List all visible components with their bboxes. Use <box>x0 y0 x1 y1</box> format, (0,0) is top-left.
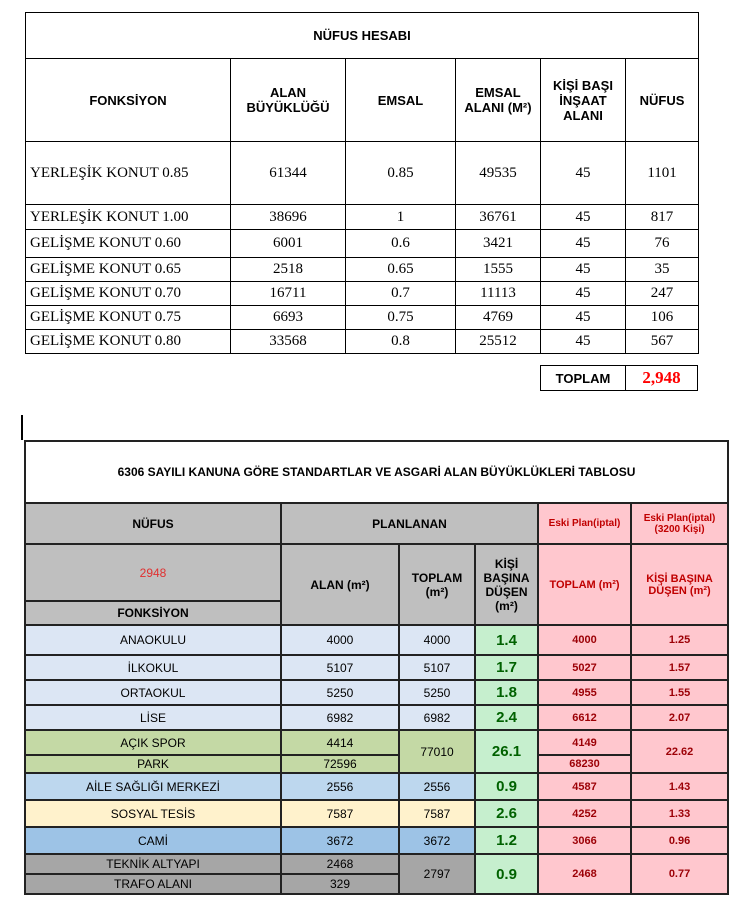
cell-value: 6693 <box>231 306 346 330</box>
area-value: 6982 <box>281 705 399 730</box>
column-header: EMSAL ALANI (M²) <box>456 59 541 142</box>
header-fonksiyon: FONKSİYON <box>25 601 281 625</box>
cell-value: 0.65 <box>346 258 456 282</box>
old-total-value: 4587 <box>538 773 631 800</box>
area-value: 2556 <box>281 773 399 800</box>
old-per-person-value: 1.25 <box>631 625 728 655</box>
area-value: 5250 <box>281 680 399 705</box>
cell-value: 0.8 <box>346 330 456 354</box>
standards-table-title: 6306 SAYILI KANUNA GÖRE STANDARTLAR VE ASGARİ ALAN BÜYÜKLÜKLERİ TABLOSU <box>25 441 728 503</box>
old-per-person-value: 1.55 <box>631 680 728 705</box>
table-row <box>25 773 728 800</box>
per-person-value: 2.6 <box>475 800 538 827</box>
cell-value: 6001 <box>231 230 346 258</box>
old-per-person-value: 0.96 <box>631 827 728 854</box>
total-label: TOPLAM <box>541 366 626 391</box>
total-value: 3672 <box>399 827 475 854</box>
cell-value: 3421 <box>456 230 541 258</box>
cell-value: 817 <box>626 205 699 230</box>
per-person-value: 1.4 <box>475 625 538 655</box>
old-total-value: 4000 <box>538 625 631 655</box>
cell-value: 4769 <box>456 306 541 330</box>
cell-value: 61344 <box>231 142 346 205</box>
cell-value: 1555 <box>456 258 541 282</box>
table-row <box>26 205 699 230</box>
column-header: FONKSİYON <box>26 59 231 142</box>
per-person-value: 0.9 <box>475 773 538 800</box>
old-per-person-value: 1.43 <box>631 773 728 800</box>
function-name: GELİŞME KONUT 0.75 <box>26 306 231 330</box>
old-per-person-value: 22.62 <box>631 730 728 773</box>
table-row <box>26 282 699 306</box>
cell-value: 16711 <box>231 282 346 306</box>
per-person-value: 1.7 <box>475 655 538 680</box>
cell-value: 49535 <box>456 142 541 205</box>
column-header: ALAN BÜYÜKLÜĞÜ <box>231 59 346 142</box>
standards-table <box>24 440 729 895</box>
cell-value: 2518 <box>231 258 346 282</box>
table-row <box>25 854 728 874</box>
function-name: ORTAOKUL <box>25 680 281 705</box>
header-alan: ALAN (m²) <box>281 544 399 625</box>
cell-value: 1101 <box>626 142 699 205</box>
cell-value: 45 <box>541 142 626 205</box>
header-eski-kisi: KİŞİ BAŞINA DÜŞEN (m²) <box>631 544 728 625</box>
area-value: 5107 <box>281 655 399 680</box>
function-name: GELİŞME KONUT 0.80 <box>26 330 231 354</box>
population-value: 2948 <box>25 544 281 601</box>
cell-value: 38696 <box>231 205 346 230</box>
cell-value: 45 <box>541 230 626 258</box>
table-row <box>25 625 728 655</box>
population-table <box>25 12 699 354</box>
old-per-person-value: 2.07 <box>631 705 728 730</box>
total-value: 6982 <box>399 705 475 730</box>
cell-value: 0.75 <box>346 306 456 330</box>
old-per-person-value: 1.33 <box>631 800 728 827</box>
total-value: 7587 <box>399 800 475 827</box>
function-name: YERLEŞİK KONUT 0.85 <box>26 142 231 205</box>
function-name: İLKOKUL <box>25 655 281 680</box>
function-name: TRAFO ALANI <box>25 874 281 894</box>
table-row <box>25 827 728 854</box>
function-name: PARK <box>25 755 281 773</box>
cell-value: 25512 <box>456 330 541 354</box>
per-person-value: 1.8 <box>475 680 538 705</box>
population-table-title: NÜFUS HESABI <box>26 13 699 59</box>
table-row <box>26 230 699 258</box>
function-name: AİLE SAĞLIĞI MERKEZİ <box>25 773 281 800</box>
total-value: 2797 <box>399 854 475 894</box>
cell-value: 247 <box>626 282 699 306</box>
cell-value: 1 <box>346 205 456 230</box>
old-total-value: 68230 <box>538 755 631 773</box>
cell-value: 45 <box>541 258 626 282</box>
function-name: LİSE <box>25 705 281 730</box>
per-person-value: 26.1 <box>475 730 538 773</box>
column-header: NÜFUS <box>626 59 699 142</box>
per-person-value: 1.2 <box>475 827 538 854</box>
function-name: GELİŞME KONUT 0.60 <box>26 230 231 258</box>
area-value: 4000 <box>281 625 399 655</box>
table-row <box>25 730 728 755</box>
table-row <box>26 306 699 330</box>
table-row <box>26 330 699 354</box>
total-value: 77010 <box>399 730 475 773</box>
cell-value: 45 <box>541 205 626 230</box>
total-value: 2556 <box>399 773 475 800</box>
area-value: 329 <box>281 874 399 894</box>
area-value: 4414 <box>281 730 399 755</box>
old-total-value: 6612 <box>538 705 631 730</box>
cell-value: 35 <box>626 258 699 282</box>
cell-value: 0.85 <box>346 142 456 205</box>
table-row <box>26 142 699 205</box>
cell-value: 106 <box>626 306 699 330</box>
cell-value: 76 <box>626 230 699 258</box>
function-name: YERLEŞİK KONUT 1.00 <box>26 205 231 230</box>
function-name: AÇIK SPOR <box>25 730 281 755</box>
header-eski-toplam: TOPLAM (m²) <box>538 544 631 625</box>
per-person-value: 2.4 <box>475 705 538 730</box>
cell-value: 33568 <box>231 330 346 354</box>
header-nufus: NÜFUS <box>25 503 281 544</box>
table-row <box>25 705 728 730</box>
header-planlanan: PLANLANAN <box>281 503 538 544</box>
cell-value: 0.6 <box>346 230 456 258</box>
cell-value: 45 <box>541 330 626 354</box>
cell-value: 0.7 <box>346 282 456 306</box>
function-name: ANAOKULU <box>25 625 281 655</box>
function-name: TEKNİK ALTYAPI <box>25 854 281 874</box>
table-row <box>26 258 699 282</box>
divider <box>21 415 23 440</box>
total-value: 5107 <box>399 655 475 680</box>
per-person-value: 0.9 <box>475 854 538 894</box>
old-total-value: 3066 <box>538 827 631 854</box>
total-value: 5250 <box>399 680 475 705</box>
old-total-value: 4252 <box>538 800 631 827</box>
cell-value: 11113 <box>456 282 541 306</box>
total-row <box>540 365 698 391</box>
old-total-value: 4149 <box>538 730 631 755</box>
table-row <box>25 655 728 680</box>
function-name: CAMİ <box>25 827 281 854</box>
area-value: 2468 <box>281 854 399 874</box>
cell-value: 45 <box>541 306 626 330</box>
function-name: SOSYAL TESİS <box>25 800 281 827</box>
area-value: 3672 <box>281 827 399 854</box>
total-value: 2,948 <box>626 366 698 391</box>
column-header: EMSAL <box>346 59 456 142</box>
old-per-person-value: 0.77 <box>631 854 728 894</box>
header-eski-plan-3200: Eski Plan(iptal) (3200 Kişi) <box>631 503 728 544</box>
old-per-person-value: 1.57 <box>631 655 728 680</box>
header-toplam: TOPLAM (m²) <box>399 544 475 625</box>
cell-value: 567 <box>626 330 699 354</box>
table-row <box>25 800 728 827</box>
area-value: 7587 <box>281 800 399 827</box>
table-row <box>25 680 728 705</box>
old-total-value: 2468 <box>538 854 631 894</box>
cell-value: 36761 <box>456 205 541 230</box>
header-kisi-basina: KİŞİ BAŞINA DÜŞEN (m²) <box>475 544 538 625</box>
table-row <box>25 755 728 773</box>
column-header: KİŞİ BAŞI İNŞAAT ALANI <box>541 59 626 142</box>
old-total-value: 4955 <box>538 680 631 705</box>
function-name: GELİŞME KONUT 0.65 <box>26 258 231 282</box>
total-value: 4000 <box>399 625 475 655</box>
old-total-value: 5027 <box>538 655 631 680</box>
function-name: GELİŞME KONUT 0.70 <box>26 282 231 306</box>
header-eski-plan: Eski Plan(iptal) <box>538 503 631 544</box>
cell-value: 45 <box>541 282 626 306</box>
area-value: 72596 <box>281 755 399 773</box>
